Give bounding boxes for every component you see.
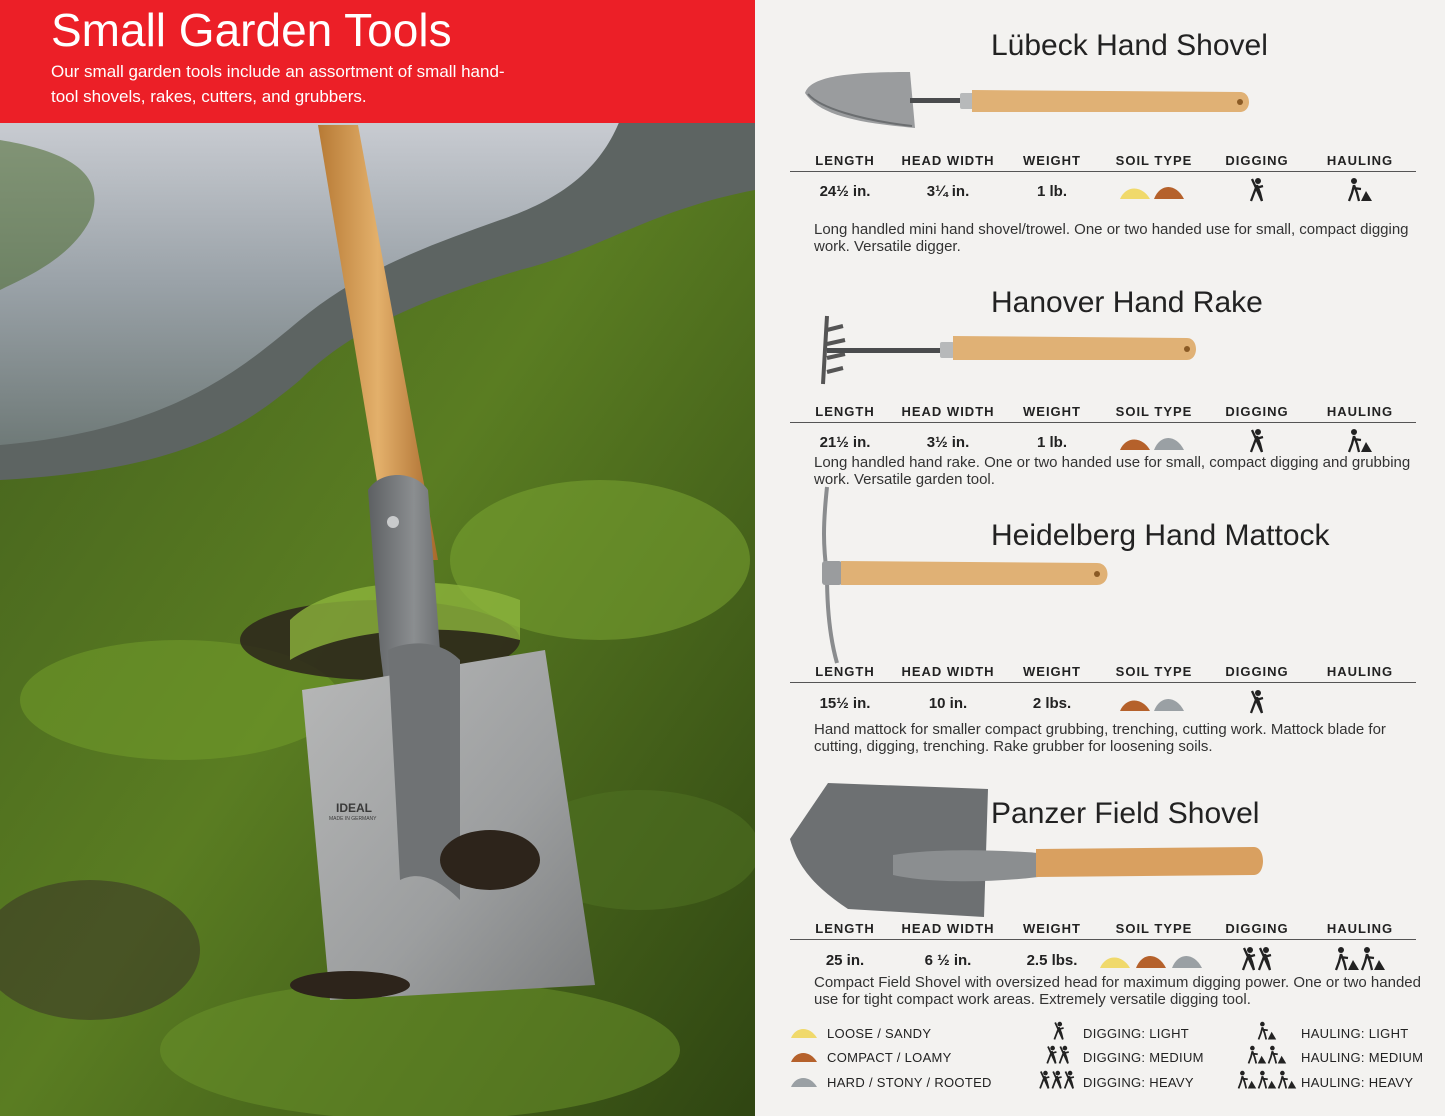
tool-hanover-hand-rake [755,270,1445,505]
digger-figure-icon [1037,1070,1077,1090]
spec-value-row [790,183,1416,205]
hand-mattock-image [817,485,1117,665]
header-head-width: HEAD WIDTH [901,153,995,168]
spec-header-row [790,664,1416,683]
value-weight: 2.5 lbs. [1026,952,1078,969]
spec-header-row [790,153,1416,172]
page-title: Small Garden Tools [51,4,452,56]
loamy-pile-icon [790,1046,818,1064]
value-head-width: 6 ½ in. [924,952,972,969]
header-soil-type: SOIL TYPE [1115,921,1193,936]
header-digging: DIGGING [1225,664,1289,679]
soil-type-icons [1118,177,1188,205]
legend-digging-medium: DIGGING: MEDIUM [1083,1050,1204,1065]
header-digging: DIGGING [1225,404,1289,419]
hand-shovel-image [800,68,1260,134]
value-head-width: 3½ in. [926,434,970,451]
tool-description: Long handled mini hand shovel/trowel. One or two handed use for small, compact digging work. Versatile digger. [814,221,1409,255]
tool-lubeck-hand-shovel [755,0,1445,270]
header-hauling: HAULING [1326,404,1394,419]
soil-type-icons [1118,689,1188,717]
brand-mark: IDEAL [336,801,372,815]
legend-digging-heavy: DIGGING: HEAVY [1083,1075,1194,1090]
spec-value-row [790,434,1416,456]
header-weight: WEIGHT [1023,404,1081,419]
value-length: 24½ in. [819,183,871,200]
hauler-figure-icon [1334,946,1386,972]
stony-pile-icon [1172,956,1202,968]
hand-rake-image [815,314,1205,390]
header-hauling: HAULING [1326,664,1394,679]
spec-value-row [790,695,1416,717]
header-length: LENGTH [815,921,875,936]
digger-figure-icon [1248,689,1266,715]
header-soil-type: SOIL TYPE [1115,153,1193,168]
value-weight: 2 lbs. [1032,695,1072,712]
header-digging: DIGGING [1225,153,1289,168]
stony-pile-icon [1154,699,1184,711]
sandy-pile-icon [790,1022,818,1040]
header-head-width: HEAD WIDTH [901,664,995,679]
tool-name: Panzer Field Shovel [991,797,1260,830]
loamy-pile-icon [1120,440,1150,451]
stony-pile-icon [1154,438,1184,450]
header-length: LENGTH [815,404,875,419]
field-shovel-image [788,779,1268,919]
tool-heidelberg-hand-mattock [755,505,1445,765]
tool-name: Lübeck Hand Shovel [991,29,1268,62]
hauler-figure-icon [1347,177,1373,203]
spec-header-row [790,404,1416,423]
legend-soil-hard: HARD / STONY / ROOTED [827,1075,992,1090]
title-banner [0,0,755,123]
stony-pile-icon [790,1071,818,1089]
digger-figure-icon [1240,946,1274,972]
tool-name: Hanover Hand Rake [991,286,1263,319]
value-weight: 1 lb. [1036,183,1068,200]
header-weight: WEIGHT [1023,153,1081,168]
header-soil-type: SOIL TYPE [1115,664,1193,679]
header-head-width: HEAD WIDTH [901,404,995,419]
digger-figure-icon [1043,1045,1073,1065]
header-digging: DIGGING [1225,921,1289,936]
header-weight: WEIGHT [1023,664,1081,679]
header-hauling: HAULING [1326,921,1394,936]
hauler-figure-icon [1257,1021,1277,1041]
header-weight: WEIGHT [1023,921,1081,936]
value-length: 15½ in. [819,695,871,712]
value-head-width: 10 in. [928,695,968,712]
loamy-pile-icon [1154,187,1184,199]
loamy-pile-icon [1136,956,1166,968]
digger-figure-icon [1051,1021,1067,1041]
legend-hauling-heavy: HAULING: HEAVY [1301,1075,1414,1090]
header-head-width: HEAD WIDTH [901,921,995,936]
sandy-pile-icon [1100,958,1130,969]
spec-panel [755,0,1445,1116]
header-hauling: HAULING [1326,153,1394,168]
hauler-figure-icon [1247,1045,1287,1065]
legend-soil-compact: COMPACT / LOAMY [827,1050,952,1065]
page-subtitle: Our small garden tools include an assortment of small hand-tool shovels, rakes, cutters, and grubbers. [51,62,505,106]
tool-panzer-field-shovel [755,765,1445,1015]
hauler-figure-icon [1237,1070,1297,1090]
brand-sub: MADE IN GERMANY [329,816,377,822]
tool-description: Hand mattock for smaller compact grubbing, trenching, cutting work. Mattock blade for cutting, digging, trenching. Rake grubber for loosening soils. [814,721,1386,755]
value-length: 21½ in. [819,434,871,451]
soil-type-icons [1098,946,1208,974]
legend-hauling-light: HAULING: LIGHT [1301,1026,1409,1041]
value-weight: 1 lb. [1036,434,1068,451]
legend-soil-loose: LOOSE / SANDY [827,1026,932,1041]
tool-name: Heidelberg Hand Mattock [991,519,1330,552]
loamy-pile-icon [1120,701,1150,712]
tool-description: Long handled hand rake. One or two handed use for small, compact digging and grubbing work. Versatile garden tool. [814,454,1411,488]
legend-hauling-medium: HAULING: MEDIUM [1301,1050,1424,1065]
header-length: LENGTH [815,664,875,679]
hauler-figure-icon [1347,428,1373,454]
soil-type-icons [1118,428,1188,456]
header-length: LENGTH [815,153,875,168]
value-head-width: 3¼ in. [926,183,970,200]
spec-value-row [790,952,1416,974]
spec-header-row [790,921,1416,940]
digger-figure-icon [1248,428,1266,454]
digger-figure-icon [1248,177,1266,203]
value-length: 25 in. [825,952,865,969]
legend-digging-light: DIGGING: LIGHT [1083,1026,1190,1041]
header-soil-type: SOIL TYPE [1115,404,1193,419]
tool-description: Compact Field Shovel with oversized head for maximum digging power. One or two handed use for tight compact work areas. Extremely versatile digging tool. [814,974,1421,1008]
sandy-pile-icon [1120,189,1150,200]
